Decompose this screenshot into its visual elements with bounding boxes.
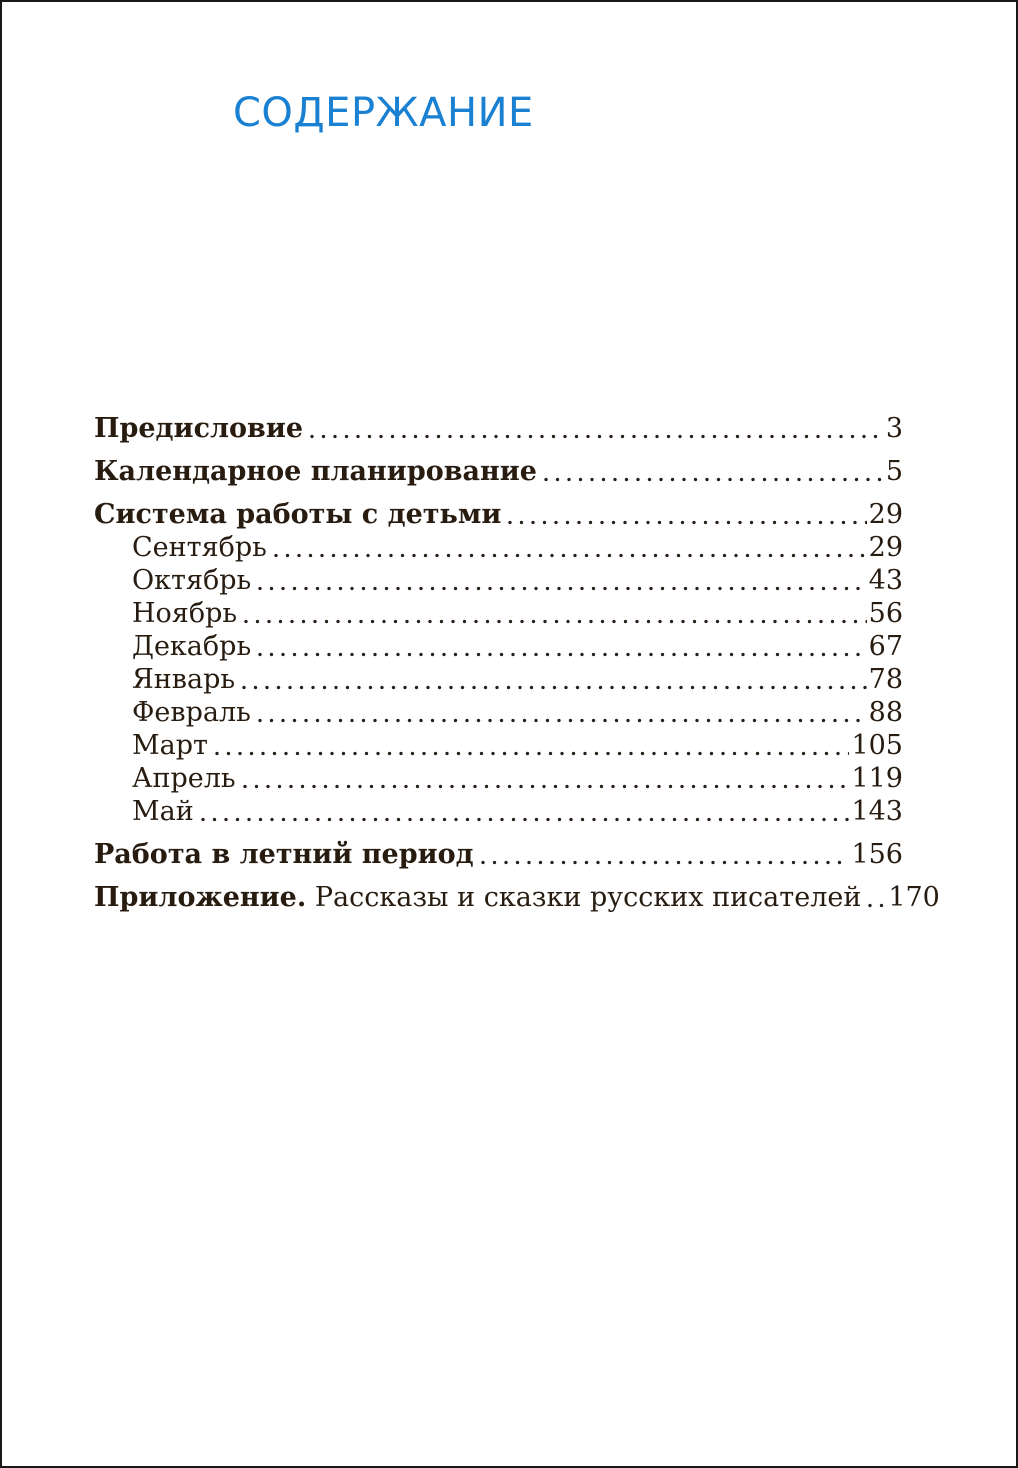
toc-page-number: 156 (851, 839, 903, 870)
toc-entry-label: Май (132, 796, 194, 827)
toc-page-number: 56 (868, 598, 903, 629)
toc-entry-label: Февраль (132, 697, 251, 728)
toc-page-number: 29 (868, 499, 903, 530)
toc-entry-label: Январь (132, 664, 236, 695)
toc-entry-label: Октябрь (132, 565, 252, 596)
dot-leader (215, 751, 849, 756)
toc-page-number: 105 (851, 730, 903, 761)
toc-page-number: 67 (868, 631, 903, 662)
dot-leader (258, 586, 866, 591)
toc-entry (94, 498, 903, 531)
toc-entry (94, 696, 903, 729)
dot-leader (243, 784, 850, 789)
dot-leader (242, 685, 867, 690)
dot-leader (274, 553, 867, 558)
toc-entry-label: Календарное планирование (94, 456, 537, 487)
dot-leader (310, 434, 884, 439)
toc-entry-label: Апрель (132, 763, 236, 794)
toc-entry (94, 455, 903, 488)
toc-entry (94, 412, 903, 445)
toc-entry (94, 597, 903, 630)
toc-entry (94, 729, 903, 762)
dot-leader (244, 619, 867, 624)
toc-entry-label: Предисловие (94, 413, 304, 444)
toc-entry-label: Март (132, 730, 208, 761)
toc-page-number: 170 (888, 882, 940, 913)
toc-entry-label: Ноябрь (132, 598, 238, 629)
toc-entry-label: Декабрь (132, 631, 252, 662)
toc-entry (94, 564, 903, 597)
toc-entry (94, 630, 903, 663)
toc-entry-label: Сентябрь (132, 532, 267, 563)
dot-leader (258, 718, 867, 723)
dot-leader (481, 860, 850, 865)
page-title: СОДЕРЖАНИЕ (233, 90, 534, 136)
toc-page-number: 5 (885, 456, 903, 487)
toc-entry (94, 762, 903, 795)
toc-entry-label: Работа в летний период (94, 839, 474, 870)
toc-page-number: 78 (868, 664, 903, 695)
dot-leader (544, 477, 884, 482)
toc-page-number: 29 (868, 532, 903, 563)
dot-leader (508, 520, 866, 525)
toc-entry-label: Приложение. Рассказы и сказки русских писателей (94, 882, 862, 913)
toc-entry (94, 838, 903, 871)
toc-entry (94, 881, 940, 914)
toc-entry-label: Система работы с детьми (94, 499, 502, 530)
toc-entry (94, 795, 903, 828)
dot-leader (258, 652, 867, 657)
toc-entry (94, 663, 903, 696)
toc-entry (94, 531, 903, 564)
toc-page-number: 88 (868, 697, 903, 728)
toc-page-number: 119 (851, 763, 903, 794)
toc-page-number: 3 (885, 413, 903, 444)
table-of-contents (94, 412, 940, 914)
toc-page-number: 143 (851, 796, 903, 827)
dot-leader (868, 903, 886, 908)
toc-page-number: 43 (868, 565, 903, 596)
dot-leader (201, 817, 850, 822)
